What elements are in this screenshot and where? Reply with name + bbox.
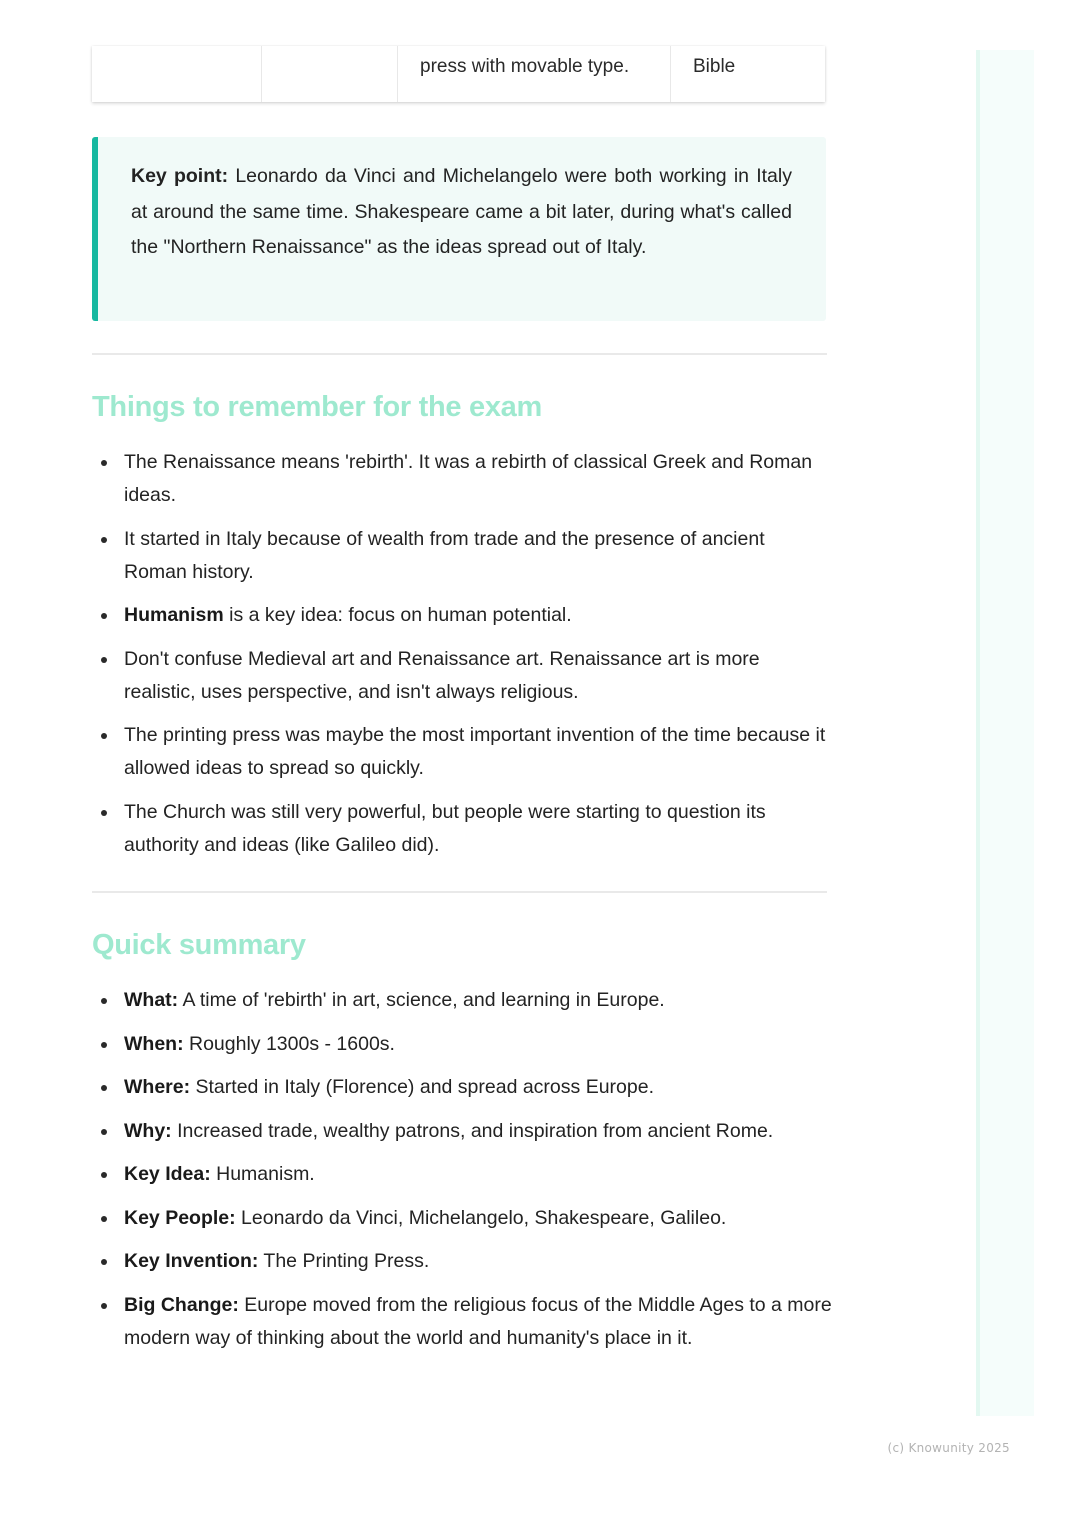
table-fragment xyxy=(92,46,825,102)
list-item: Key Invention: The Printing Press. xyxy=(92,1245,832,1278)
list-item: The printing press was maybe the most important invention of the time because it allowed ideas to spread so quickly. xyxy=(92,719,832,785)
list-item: Don't confuse Medieval art and Renaissance art. Renaissance art is more realistic, uses perspective, and isn't always religious. xyxy=(92,643,832,709)
list-item: Humanism is a key idea: focus on human potential. xyxy=(92,599,832,632)
sidebar-strip xyxy=(976,50,1034,1416)
summary-heading: Quick summary xyxy=(92,929,306,961)
list-item: Why: Increased trade, wealthy patrons, and inspiration from ancient Rome. xyxy=(92,1115,832,1148)
summary-list xyxy=(92,984,832,1365)
section-divider xyxy=(92,353,827,355)
callout-label: Key point: xyxy=(131,165,229,187)
exam-heading: Things to remember for the exam xyxy=(92,391,542,423)
copyright-footer: (c) Knowunity 2025 xyxy=(887,1441,1010,1455)
table-cell: press with movable type. xyxy=(398,46,671,102)
table-cell xyxy=(92,46,262,102)
exam-list xyxy=(92,446,832,872)
list-item: Where: Started in Italy (Florence) and spread across Europe. xyxy=(92,1071,832,1104)
section-divider xyxy=(92,891,827,893)
table-cell: Bible xyxy=(693,56,736,77)
callout-text: Leonardo da Vinci and Michelangelo were both working in Italy at around the same time. Shakespeare came a bit later, during what's called the "Northern Renaissance" as the ideas spread out of Italy. xyxy=(131,165,792,258)
list-item: The Church was still very powerful, but people were starting to question its authority and ideas (like Galileo did). xyxy=(92,796,832,862)
list-item: What: A time of 'rebirth' in art, science, and learning in Europe. xyxy=(92,984,832,1017)
key-point-callout xyxy=(92,137,826,321)
list-item: The Renaissance means 'rebirth'. It was a rebirth of classical Greek and Roman ideas. xyxy=(92,446,832,512)
list-item: Big Change: Europe moved from the religious focus of the Middle Ages to a more modern way of thinking about the world and humanity's place in it. xyxy=(92,1289,832,1355)
list-item: Key People: Leonardo da Vinci, Michelangelo, Shakespeare, Galileo. xyxy=(92,1202,832,1235)
list-item: It started in Italy because of wealth from trade and the presence of ancient Roman history. xyxy=(92,523,832,589)
list-item: When: Roughly 1300s - 1600s. xyxy=(92,1028,832,1061)
list-item: Key Idea: Humanism. xyxy=(92,1158,832,1191)
table-cell xyxy=(262,46,398,102)
